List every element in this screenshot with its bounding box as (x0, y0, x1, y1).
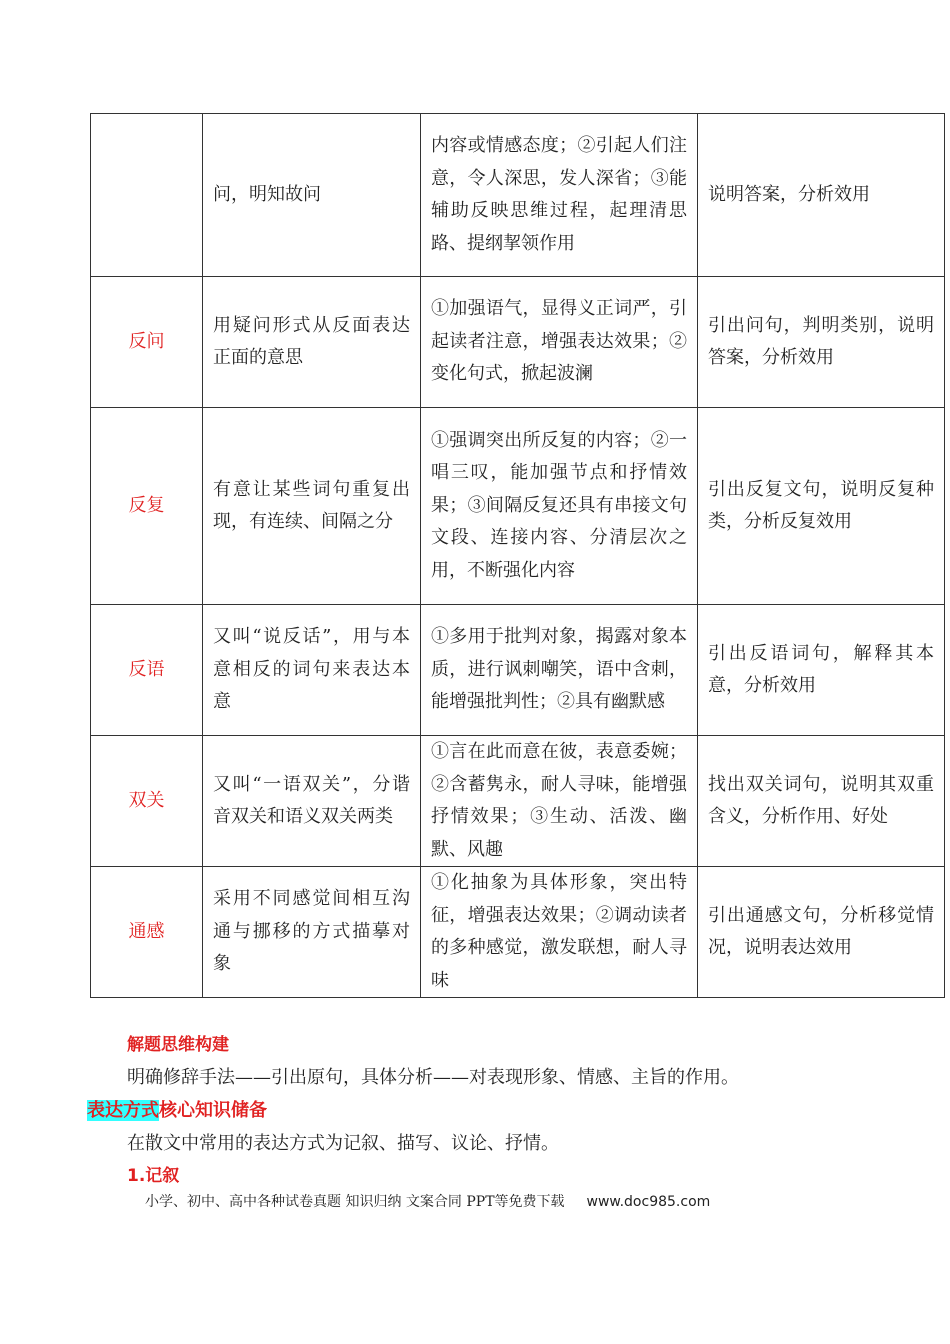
device-effect: ①多用于批判对象，揭露对象本质，进行讽刺嘲笑，语中含刺，能增强批判性；②具有幽默感 (421, 605, 698, 736)
section-heading-expression (87, 1096, 267, 1122)
device-name: 双关 (91, 736, 203, 867)
subheading-narration: 1.记叙 (127, 1166, 180, 1186)
device-name: 通感 (91, 867, 203, 998)
footer-url[interactable]: www.doc985.com (586, 1194, 711, 1210)
device-name (91, 114, 203, 277)
device-definition: 又叫“说反话”，用与本意相反的词句来表达本意 (203, 605, 421, 736)
heading-rest: 核心知识储备 (159, 1100, 267, 1121)
answer-method: 引出反复文句，说明反复种类，分析反复效用 (698, 408, 945, 605)
device-definition: 采用不同感觉间相互沟通与挪移的方式描摹对象 (203, 867, 421, 998)
table-row (91, 277, 945, 408)
device-effect: ①言在此而意在彼，表意委婉；②含蓄隽永，耐人寻味，能增强抒情效果；③生动、活泼、幽默、风趣 (421, 736, 698, 867)
device-definition: 有意让某些词句重复出现，有连续、间隔之分 (203, 408, 421, 605)
table-row (91, 736, 945, 867)
device-effect: 内容或情感态度；②引起人们注意，令人深思，发人深省；③能辅助反映思维过程，起理清思路、提纲挈领作用 (421, 114, 698, 277)
table-row (91, 114, 945, 277)
table-row (91, 408, 945, 605)
answer-method: 引出通感文句，分析移觉情况，说明表达效用 (698, 867, 945, 998)
footer-text: 小学、初中、高中各种试卷真题 知识归纳 文案合同 PPT等免费下载 (145, 1194, 565, 1210)
answer-method: 引出问句，判明类别，说明答案，分析效用 (698, 277, 945, 408)
device-effect: ①化抽象为具体形象，突出特征，增强表达效果；②调动读者的多种感觉，激发联想，耐人寻味 (421, 867, 698, 998)
expression-text: 在散文中常用的表达方式为记叙、描写、议论、抒情。 (127, 1133, 559, 1154)
device-definition: 用疑问形式从反面表达正面的意思 (203, 277, 421, 408)
device-name: 反问 (91, 277, 203, 408)
table-row (91, 867, 945, 998)
rhetoric-table (90, 113, 945, 998)
table-row (91, 605, 945, 736)
device-effect: ①加强语气，显得义正词严，引起读者注意，增强表达效果；②变化句式，掀起波澜 (421, 277, 698, 408)
device-effect: ①强调突出所反复的内容；②一唱三叹，能加强节点和抒情效果；③间隔反复还具有串接文句文段、连接内容、分清层次之用，不断强化内容 (421, 408, 698, 605)
solving-text: 明确修辞手法——引出原句，具体分析——对表现形象、情感、主旨的作用。 (127, 1067, 739, 1088)
device-definition: 又叫“一语双关”，分谐音双关和语义双关两类 (203, 736, 421, 867)
device-name: 反语 (91, 605, 203, 736)
answer-method: 引出反语词句，解释其本意，分析效用 (698, 605, 945, 736)
device-definition: 问，明知故问 (203, 114, 421, 277)
page-footer (145, 1191, 710, 1211)
answer-method: 说明答案，分析效用 (698, 114, 945, 277)
answer-method: 找出双关词句，说明其双重含义，分析作用、好处 (698, 736, 945, 867)
section-heading-solving: 解题思维构建 (127, 1035, 229, 1055)
device-name: 反复 (91, 408, 203, 605)
highlighted-term: 表达方式 (87, 1100, 159, 1121)
